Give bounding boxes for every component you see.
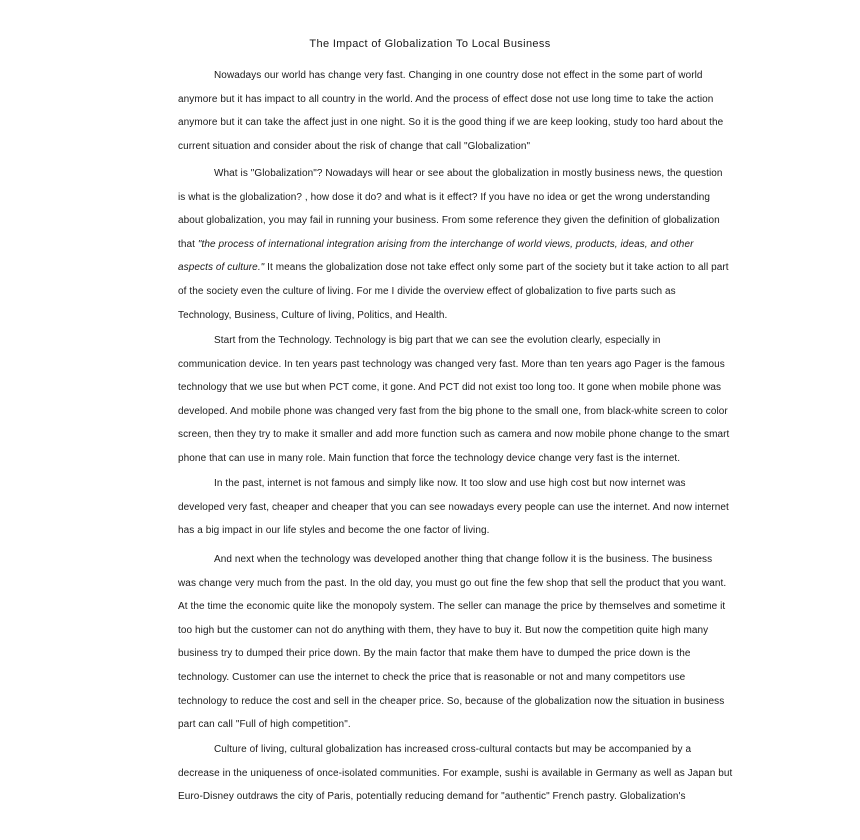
text-line: decrease in the uniqueness of once-isolated communities. For example, sushi is available in Germany as well as Japan but bbox=[178, 767, 733, 779]
paragraph-technology bbox=[178, 334, 730, 476]
quoted-definition: aspects of culture." bbox=[178, 262, 265, 274]
text-line: In the past, internet is not famous and simply like now. It too slow and use high cost but now internet was bbox=[214, 478, 686, 489]
text-segment: It means the globalization dose not take effect only some part of the society but it take action to all part bbox=[264, 262, 729, 274]
text-line: screen, then they try to make it smaller and add more function such as camera and now mobile phone change to the smart bbox=[178, 429, 730, 441]
text-segment: that bbox=[178, 238, 198, 250]
text-line: Euro-Disney outdraws the city of Paris, potentially reducing demand for "authentic" French pastry. Globalization's bbox=[178, 791, 686, 803]
text-line: current situation and consider about the risk of change that call "Globalization" bbox=[178, 140, 531, 152]
text-line: has a big impact in our life styles and become the one factor of living. bbox=[178, 525, 490, 537]
text-line: is what is the globalization? , how dose it do? and what is it effect? If you have no idea or get the wrong understanding bbox=[178, 191, 711, 203]
text-line: about globalization, you may fail in running your business. From some reference they given the definition of globalization bbox=[178, 215, 720, 227]
document-title: The Impact of Globalization To Local Business bbox=[309, 38, 551, 50]
text-line: developed very fast, cheaper and cheaper that you can see nowadays every people can use the internet. And now internet bbox=[178, 501, 729, 513]
paragraph-business bbox=[178, 553, 727, 742]
text-line: technology to reduce the cost and sell in the cheaper price. So, because of the globalization now the situation in business bbox=[178, 695, 725, 707]
text-line: communication device. In ten years past technology was changed very fast. More than ten years ago Pager is the famous bbox=[178, 358, 725, 370]
text-line: At the time the economic quite like the monopoly system. The seller can manage the price by themselves and sometime it bbox=[178, 601, 726, 613]
text-line: Nowadays our world has change very fast. Changing in one country dose not effect in the some part of world bbox=[214, 70, 703, 81]
text-line: too high but the customer can not do anything with them, they have to buy it. But now the competition quite high many bbox=[178, 624, 709, 636]
paragraph-definition bbox=[178, 167, 729, 332]
text-line: And next when the technology was developed another thing that change follow it is the business. The business bbox=[214, 554, 713, 565]
text-line: business try to dumped their price down. By the main factor that make them have to dumped the price down is the bbox=[178, 648, 691, 660]
text-line: technology. Customer can use the internet to check the price that is reasonable or not and many competitors use bbox=[178, 671, 686, 683]
text-line: anymore but it has impact to all country in the world. And the process of effect dose not use long time to take the action bbox=[178, 93, 714, 105]
text-line: Culture of living, cultural globalization has increased cross-cultural contacts but may be accompanied by a bbox=[214, 744, 692, 755]
text-line: phone that can use in many role. Main function that force the technology device change very fast is the internet. bbox=[178, 452, 681, 464]
text-line: part can call "Full of high competition". bbox=[178, 719, 351, 731]
text-line: developed. And mobile phone was changed very fast from the big phone to the small one, from black-white screen to color bbox=[178, 405, 728, 417]
text-line: was change very much from the past. In the old day, you must go out fine the few shop that sell the product that you want. bbox=[178, 577, 727, 589]
text-line bbox=[178, 261, 729, 285]
paragraph-intro bbox=[178, 69, 724, 163]
text-line: of the society even the culture of living. For me I divide the overview effect of globalization to five parts such as bbox=[178, 285, 676, 297]
text-line: What is "Globalization"? Nowadays will hear or see about the globalization in mostly business news, the question bbox=[214, 168, 723, 179]
text-line: technology that we use but when PCT come, it gone. And PCT did not exist too long too. It gone when mobile phone was bbox=[178, 382, 722, 394]
paragraph-culture bbox=[178, 743, 733, 814]
text-line: Technology, Business, Culture of living, Politics, and Health. bbox=[178, 309, 448, 321]
paragraph-internet bbox=[178, 477, 729, 548]
text-line: Start from the Technology. Technology is big part that we can see the evolution clearly, especially in bbox=[214, 335, 661, 346]
text-line bbox=[178, 238, 718, 262]
quoted-definition: "the process of international integration arising from the interchange of world views, products, ideas, and other bbox=[197, 238, 694, 250]
text-line: anymore but it can take the affect just in one night. So it is the good thing if we are keep looking, study too hard about the bbox=[178, 117, 724, 129]
